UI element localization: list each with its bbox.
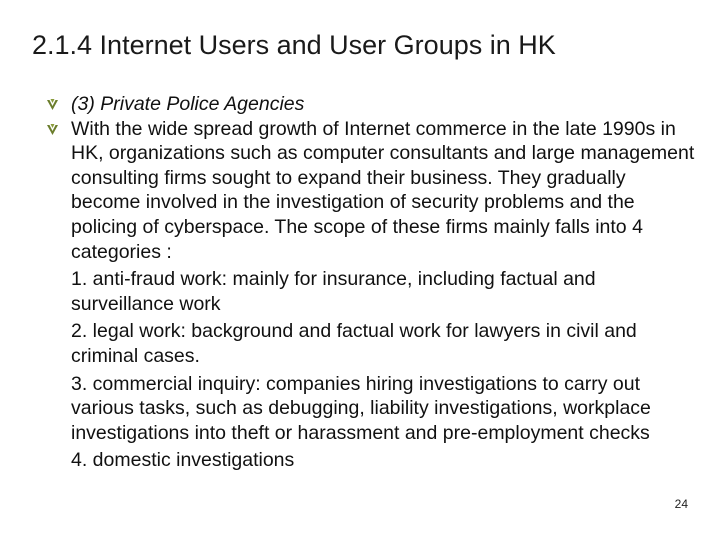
category-item: 3. commercial inquiry: companies hiring investigations to carry out various tasks, such as debugging, liability investigations, workplace investigations into theft or harassment and pre-employment checks (71, 372, 651, 444)
intro-paragraph: With the wide spread growth of Internet commerce in the late 1990s in HK, organizations such as computer consultants and large management consulting firms sought to expand their business. They gradually become involved in the investigation of security problems and the policing of cyberspace. The scope of these firms mainly falls into 4 categories : (71, 117, 695, 263)
page-number: 24 (674, 497, 688, 511)
diamond-v-bullet-icon (46, 98, 59, 111)
diamond-v-bullet-icon (46, 123, 59, 136)
bullet-body-text (71, 117, 696, 473)
category-item: 2. legal work: background and factual work for lawyers in civil and criminal cases. (71, 320, 637, 367)
bullet-heading-text: (3) Private Police Agencies (71, 93, 305, 115)
category-item: 4. domestic investigations (71, 449, 295, 472)
bullet-item-heading (46, 92, 696, 117)
category-item: 1. anti-fraud work: mainly for insurance, including factual and surveillance work (71, 268, 596, 315)
slide-title: 2.1.4 Internet Users and User Groups in HK (32, 30, 556, 60)
bullet-item-body (46, 117, 696, 473)
bullet-list (46, 92, 696, 473)
